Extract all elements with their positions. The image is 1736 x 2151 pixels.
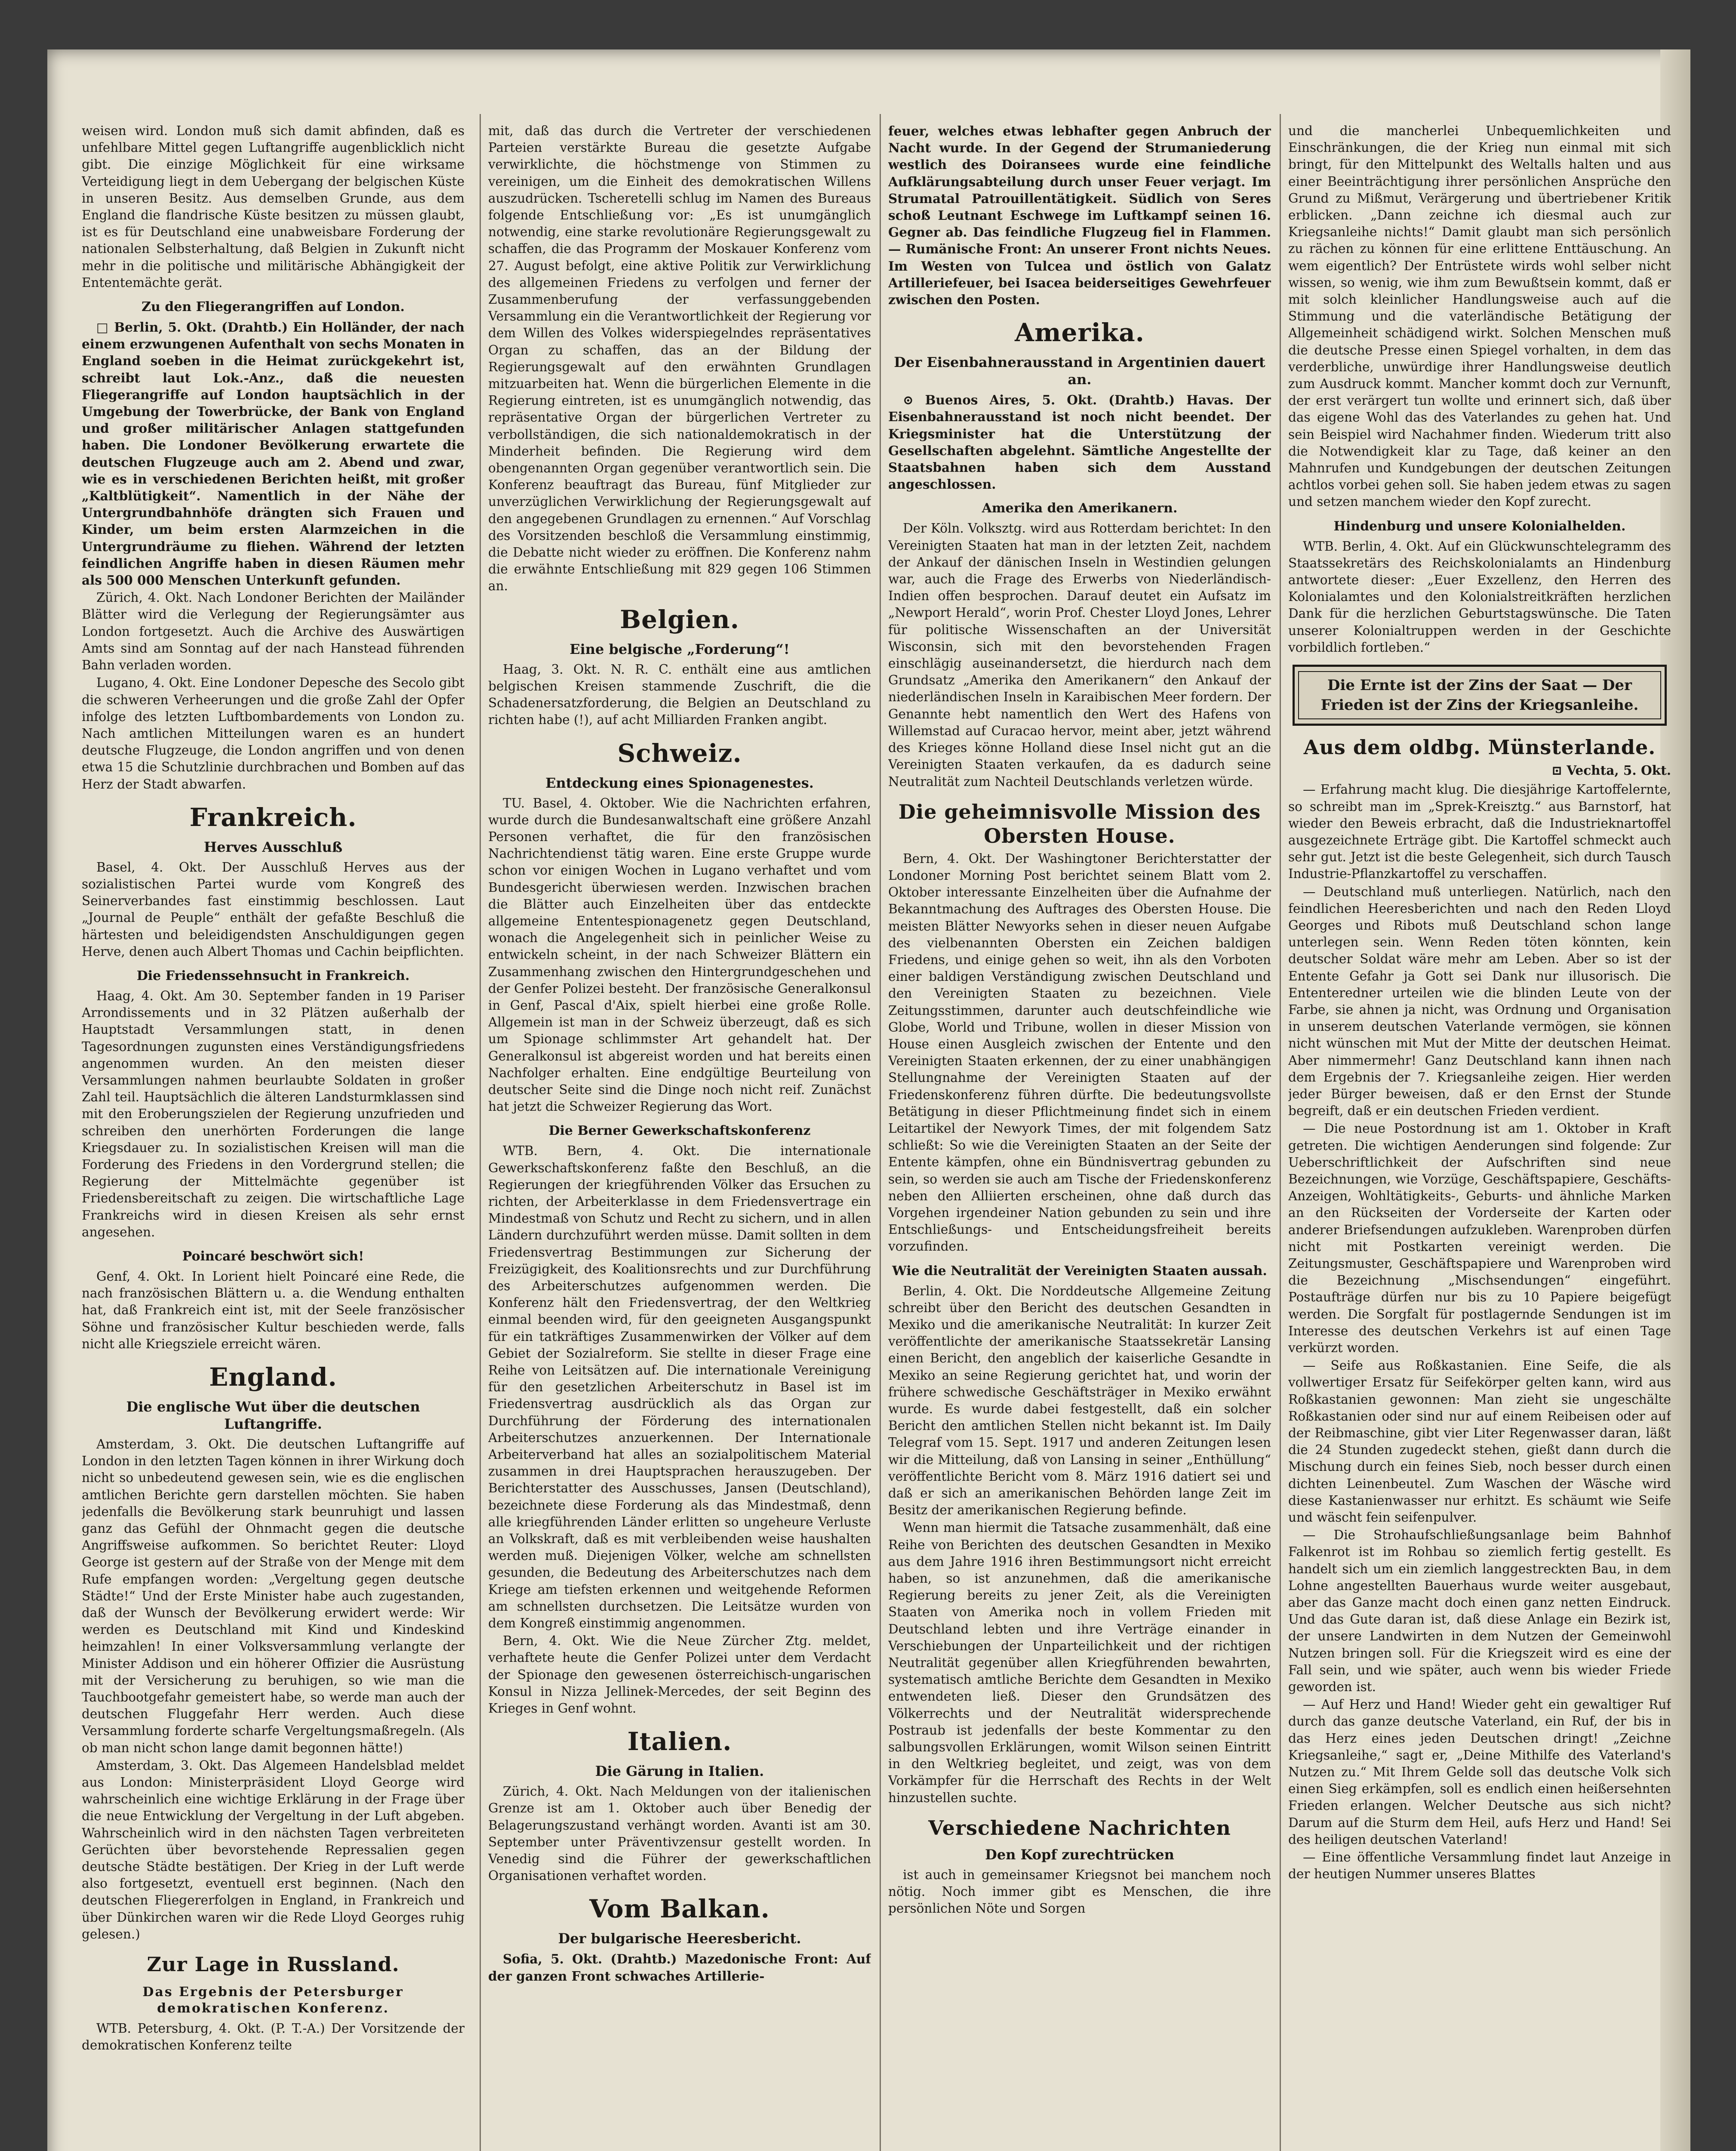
section-heading: Italien. <box>627 1727 732 1757</box>
paragraph: □ Berlin, 5. Okt. (Drahtb.) Ein Holländer, der nach einem erzwungenen Aufenthalt von sechs Monaten in England soeben in die Heimat zurückgekehrt ist, schreibt laut Lok.-Anz., daß die neuesten Fliegerangriffe auf London hauptsächlich in der Umgebung der Towerbrücke, der Bank von England und großer militärischer Anlagen stattgefunden haben. Die Londoner Bevölkerung erwartete die deutschen Flugzeuge auch am 2. Abend und zwar, wie es in verschiedenen Berichten heißt, mit großer „Kaltblütigkeit“. Namentlich in der Nähe der Untergrundbahnhöfe drängten sich Frauen und Kinder, um beim ersten Alarmzeichen in die Untergrundräume zu fliehen. Während der letzten feindlichen Angriffe haben in diesen Räumen mehr als 500 000 Menschen Unterkunft gefunden. <box>82 320 465 588</box>
subheading: Herves Ausschluß <box>203 838 343 855</box>
subheading: Entdeckung eines Spionagenestes. <box>545 774 814 791</box>
section-heading: Die geheimnisvolle Mission des Obersten House. <box>898 800 1261 847</box>
paragraph: Zürich, 4. Okt. Nach Meldungen von der italienischen Grenze ist am 1. Oktober auch über Benedig der Belagerungszustand verhängt worden. Avanti ist am 30. September unter Präventivzensur gestellt worden. In Venedig sind die Führer der gewerkschaftlichen Organisationen verhaftet worden. <box>488 1784 871 1883</box>
column-4 <box>1288 123 1671 2151</box>
section-heading: Belgien. <box>620 604 739 634</box>
subheading: Die englische Wut über die deutschen Luftangriffe. <box>126 1399 420 1432</box>
subheading: Hindenburg und unsere Kolonialhelden. <box>1333 518 1626 534</box>
paragraph: weisen wird. London muß sich damit abfinden, daß es unfehlbare Mittel gegen Luftangriffe augenblicklich nicht gibt. Die einzige Möglichkeit für eine wirksame Verteidigung liegt in dem Uebergang der belgischen Küste in unseren Besitz. Aus demselben Grunde, aus dem England die flandrische Küste besitzen zu müssen glaubt, ist es für Deutschland eine unabweisbare Forderung der nationalen Selbsterhaltung, daß Belgien in Zukunft nicht mehr in die politische und militärische Abhängigkeit der Ententemächte gerät. <box>82 123 465 290</box>
paragraph: Lugano, 4. Okt. Eine Londoner Depesche des Secolo gibt die schweren Verheerungen und die große Zahl der Opfer infolge des letzten Luftbombardements von London zu. Nach amtlichen Mitteilungen waren es an hundert deutsche Flugzeuge, die London angriffen und von denen etwa 15 die Schutzlinie durchbrachen und Bomben auf das Herz der Stadt abwarfen. <box>82 675 465 792</box>
subheading: Der Eisenbahnerausstand in Argentinien dauert an. <box>894 354 1265 388</box>
paragraph: Wenn man hiermit die Tatsache zusammenhält, daß eine Reihe von Berichten des deutschen Gesandten in Mexiko aus dem Jahre 1916 ihren Bestimmungsort nicht erreicht haben, so ist anzunehmen, daß die amerikanische Regierung bereits zu jener Zeit, als die Vereinigten Staaten von Amerika noch in vollem Frieden mit Deutschland lebten und ihre Verträge einander in Verschiebungen der Unparteilichkeit und der richtigen Neutralität gegenüber allen Kriegführenden bewahrten, systematisch amtliche Berichte dem Gesandten in Mexiko entwendeten ließ. Dieser den Grundsätzen des Völkerrechts und der Neutralität widersprechende Postraub ist jedenfalls der beste Kommentar zu den salbungsvollen Erklärungen, womit Wilson seinen Eintritt in den Weltkrieg begleitet, und zeigt, was von dem Vorkämpfer für die Herrschaft des Rechts in der Welt hinzustellen suchte. <box>888 1520 1271 1805</box>
paragraph: — Auf Herz und Hand! Wieder geht ein gewaltiger Ruf durch das ganze deutsche Vaterland, ein Ruf, der bis in das Herz eines jeden Deutschen dringt! „Zeichne Kriegsanleihe,“ sagt er, „Deine Mithilfe des Vaterland's Nutzen zu.“ Mit Ihrem Gelde soll das deutsche Volk sich einen Sieg erkämpfen, soll es endlich einen heißersehnten Frieden erlangen. Welcher Deutsche aus sich nicht? Darum auf die Sturm dem Heil, aufs Herz und Hand! Sei des heiligen deutschen Vaterland! <box>1288 1697 1671 1847</box>
column-rule <box>1280 114 1281 2151</box>
paragraph: Berlin, 4. Okt. Die Norddeutsche Allgemeine Zeitung schreibt über den Bericht des deutschen Gesandten in Mexiko und die amerikanische Neutralität: In kurzer Zeit veröffentlichte der amerikanische Staatssekretär Lansing einen Bericht, den angeblich der kaiserliche Gesandte in Mexiko an seine Regierung gerichtet hat, und worin der frühere schwedische Geschäftsträger in Mexiko erwähnt wurde. Es wurde dabei festgestellt, daß ein solcher Bericht den amtlichen Stellen nicht bekannt ist. Im Daily Telegraf vom 15. Sept. 1917 und anderen Zeitungen lesen wir die Mitteilung, daß von Lansing in seiner „Enthüllung“ veröffentlichte Bericht vom 8. März 1916 datiert sei und daß er sich an amerikanischen Behörden lange Zeit im Besitz der amerikanischen Regierung befinde. <box>888 1283 1271 1518</box>
section-heading: Frankreich. <box>189 802 357 832</box>
paragraph: WTB. Petersburg, 4. Okt. (P. T.-A.) Der Vorsitzende der demokratischen Konferenz teilte <box>82 2021 465 2053</box>
paragraph: WTB. Bern, 4. Okt. Die internationale Gewerkschaftskonferenz faßte den Beschluß, an die Regierungen der kriegführenden Völker das Ersuchen zu richten, der Arbeiterklasse in dem Friedensvertrage ein Mindestmaß von Schutz und Recht zu sichern, und in allen Ländern durchzuführt werden müsse. Damit sollten in dem Friedensvertrag Bestimmungen zur Sicherung der Freizügigkeit, des Koalitionsrechts und zur Durchführung des Arbeiterschutzes aufgenommen werden. Die Konferenz hält den Friedensvertrag, der den Weltkrieg einmal beenden wird, für den geeigneten Ausgangspunkt für ein tatkräftiges Zusammenwirken der Völker auf dem Gebiet der Sozialreform. Sie stellte in dieser Frage eine Reihe von Leitsätzen auf. Die internationale Vereinigung für den gesetzlichen Arbeiterschutz in Basel ist im Friedensvertrag ausdrücklich als das Organ zur Durchführung der Förderung des internationalen Arbeiterschutzes anzuerkennen. Der Internationale Arbeiterverband hat alles an sozialpolitischem Material zusammen in drei Hauptsprachen herauszugeben. Der Berichterstatter des Ausschusses, Jansen (Deutschland), bezeichnete diese Forderung als das Mindestmaß, denn alle kriegführenden Länder erlitten so ungeheure Verluste an Volkskraft, daß es mit verbleibenden weise haushalten werden muß. Diejenigen Völker, welche am schnellsten gesunden, die Bedeutung des Arbeiterschutzes nach dem Kriege am tiefsten erkennen und weitgehende Reformen am schnellsten durchsetzen. Die Leitsätze wurden von dem Kongreß einstimmig angenommen. <box>488 1143 871 1631</box>
paragraph: ist auch in gemeinsamer Kriegsnot bei manchem noch nötig. Noch immer gibt es Menschen, die ihre persönlichen Nöte und Sorgen <box>888 1867 1271 1916</box>
subheading: Das Ergebnis der Petersburger demokratischen Konferenz. <box>142 1985 404 2016</box>
section-heading: Vom Balkan. <box>589 1894 770 1924</box>
dateline: ⊡ Vechta, 5. Okt. <box>1551 763 1671 778</box>
paragraph: ⊙ Buenos Aires, 5. Okt. (Drahtb.) Havas. Der Eisenbahnerausstand ist noch nicht beendet. Der Kriegsminister hat die Unterstützung der Gesellschaften abgelehnt. Sämtliche Angestellte der Staatsbahnen haben sich dem Ausstand angeschlossen. <box>888 392 1271 492</box>
section-heading: England. <box>209 1362 337 1392</box>
paragraph: — Seife aus Roßkastanien. Eine Seife, die als vollwertiger Ersatz für Seifekörper gelten kann, wird aus Roßkastanien gewonnen: Man zieht sie ungeschälte Roßkastanien oder sind nur auf einem Reibeisen oder auf der Reibmaschine, gibt vier Liter Regenwasser daran, läßt die 24 Stunden zugedeckt stehen, gießt dann durch die Mischung durch ein feines Sieb, noch besser durch einen dichten Leinenbeutel. Zum Waschen der Wäsche wird diese Kastanienwasser nur erhitzt. Es schäumt wie Seife und wäscht fein seifenpulver. <box>1288 1358 1671 1525</box>
newspaper-page <box>47 49 1690 2151</box>
subheading: Die Berner Gewerkschaftskonferenz <box>548 1123 811 1139</box>
paragraph: und die mancherlei Unbequemlichkeiten und Einschränkungen, die der Krieg nun einmal mit sich bringt, für den Mittelpunkt des Weltalls halten und aus einer Beeinträchtigung ihrer persönlichen Ansprüche den Grund zu Mißmut, Verärgerung und übertriebener Kritik erblicken. „Dann zeichne ich diesmal auch zur Kriegsanleihe nichts!“ Damit glaubt man sich persönlich zu rächen zu können für eine erlittene Enttäuschung. An wem eigentlich? Der Entrüstete wirds wohl selber nicht wissen, so wenig, wie ihm zum Bewußtsein kommt, daß er mit solch kleinlicher Handlungsweise auch auf die Stimmung und die vaterländische Betätigung der Allgemeinheit schädigend wirkt. Solchen Menschen muß die deutsche Presse einen Spiegel vorhalten, in dem das verderbliche, unwürdige ihrer Handlungsweise deutlich zum Ausdruck kommt. Mancher kommt doch zur Vernunft, der erst verärgert tun wollte und erinnert sich, daß über das eigene Wohl das des Vaterlandes zu gehen hat. Und sein Beispiel wird Nachahmer finden. Wiederum tritt also die Notwendigkeit klar zu Tage, daß keiner an den Mahnrufen und Kundgebungen der deutschen Zeitungen achtlos vorbei gehen soll. Sie haben jedem etwas zu sagen und setzen manchem wieder den Kopf zurecht. <box>1288 123 1671 509</box>
paragraph: — Deutschland muß unterliegen. Natürlich, nach den feindlichen Heeresberichten und nach den Reden Lloyd Georges und Ribots muß Deutschland schon lange unterlegen sein. Wenn Reden töten könnten, kein deutscher Soldat wäre mehr am Leben. Aber so ist der Entente Gefahr ja Gott sei Dank nur illusorisch. Die Ententeredner urteilen wie die blinden Leute von der Farbe, sie ahnen ja nicht, was Ordnung und Organisation in unserem deutschen Vaterlande vermögen, sie können nicht wünschen mit Mut der Mitte der deutschen Heimat. Aber nimmermehr! Ganz Deutschland kann ihnen nach dem Ergebnis der 7. Kriegsanleihe zeigen. Hier werden jeder Bürger beweisen, daß er den Ernst der Stunde begreift, daß er ein deutschen Frieden verdient. <box>1288 884 1671 1119</box>
column-3 <box>888 123 1271 2151</box>
paragraph: — Die Strohaufschließungsanlage beim Bahnhof Falkenrot ist im Rohbau so ziemlich fertig gestellt. Es handelt sich um ein ziemlich langgestreckten Bau, in dem Lohne angestellten Bauerhaus wurde weiter ausgebaut, aber das Ganze macht doch einen ganz netten Eindruck. Und das Gute daran ist, daß diese Anlage ein Bezirk ist, der unsere Landwirten in dem Nutzen der Gemeinwohl Nutzen bringen soll. Für die Kriegszeit wird es eine der Fall sein, und wie später, auch wenn bis wieder Friede geworden ist. <box>1288 1528 1671 1695</box>
paragraph: Zürich, 4. Okt. Nach Londoner Berichten der Mailänder Blätter wird die Verlegung der Regierungsämter aus London fortgesetzt. Auch die Archive des Auswärtigen Amts sind am Sonntag auf der nach Hanstead führenden Bahn verladen worden. <box>82 590 465 673</box>
subheading: Den Kopf zurechtrücken <box>985 1846 1174 1863</box>
paragraph: WTB. Berlin, 4. Okt. Auf ein Glückwunschtelegramm des Staatssekretärs des Reichskolonialamts an Hindenburg antwortete dieser: „Euer Exzellenz, den Herren des Kolonialamtes und den Kolonialstreitkräften herzlichen Dank für die herzlichen Geburtstagswünsche. Die Taten unserer Kolonialtruppen werden in der Geschichte vorbildlich fortleben.“ <box>1288 539 1671 655</box>
paragraph: Amsterdam, 3. Okt. Das Algemeen Handelsblad meldet aus London: Ministerpräsident Lloyd George wird wahrscheinlich eine wichtige Erklärung in der Frage über die neue Entwicklung der Vergeltung in der Luft abgeben. Wahrscheinlich wird in den nächsten Tagen verbreiteten Gerüchten über bevorstehende Repressalien gegen deutsche Städte bestätigen. Der Krieg in der Luft werde also fortgesetzt, eventuell erst beginnen. (Nach den deutschen Fliegererfolgen in England, in Frankreich und über Dünkirchen waren wir die Rede Lloyd Georges ruhig gelesen.) <box>82 1758 465 1941</box>
paragraph: Genf, 4. Okt. In Lorient hielt Poincaré eine Rede, die nach französischen Blättern u. a. die Wendung enthalten hat, daß Frankreich eint ist, mit der Seele französischer Söhne und französischer Kultur beschieden werde, falls nicht alle Kriegsziele erreicht wären. <box>82 1269 465 1351</box>
paragraph: Bern, 4. Okt. Der Washingtoner Berichterstatter der Londoner Morning Post berichtet seinem Blatt vom 2. Oktober interessante Einzelheiten über die Aufnahme der Bekanntmachung des Auftrages des Obersten House. Die meisten Blätter Newyorks sehen in dieser neuen Aufgabe des vielbenannten Obersten ein Zeichen baldigen Friedens, und einige gehen so weit, ihn als den Vorboten einer baldigen Verständigung zwischen Deutschland und den Vereinigten Staaten zu bezeichnen. Viele Zeitungsstimmen, darunter auch deutschfeindliche wie Globe, World und Tribune, wollen in dieser Mission von House einen Ausgleich zwischen der Entente und den Vereinigten Staaten erkennen, der zu einer unabhängigen Stellungnahme der Vereinigten Staaten auf der Friedenskonferenz führen dürfte. Die bedeutungsvollste Betätigung in dieser Pflichtmeinung findet sich in einem Leitartikel der Newyork Times, der mit folgendem Satz schließt: So wie die Vereinigten Staaten an der Seite der Entente kämpfen, ohne ein Bündnisvertrag gebunden zu sein, so werden sie auch am Tische der Friedenskonferenz neben den Alliierten erscheinen, ohne daß durch das Vorgehen irgendeiner Nation gebunden zu sein und ihre Entschließungs- und Entscheidungsfreiheit bereits vorzufinden. <box>888 851 1271 1254</box>
section-heading: Aus dem oldbg. Münsterlande. <box>1303 736 1656 759</box>
section-heading: Zur Lage in Russland. <box>147 1953 400 1976</box>
subheading: Wie die Neutralität der Vereinigten Staaten aussah. <box>892 1263 1267 1279</box>
war-bond-box <box>1293 665 1667 726</box>
section-heading: Verschiedene Nachrichten <box>928 1816 1231 1840</box>
paragraph: Bern, 4. Okt. Wie die Neue Zürcher Ztg. meldet, verhaftete heute die Genfer Polizei unter dem Verdacht der Spionage den gewesenen österreichisch-ungarischen Konsul in Nizza Jellinek-Mercedes, der seit Beginn des Krieges in Genf wohnt. <box>488 1633 871 1716</box>
subheading: Die Friedenssehnsucht in Frankreich. <box>136 968 410 983</box>
paragraph: Haag, 3. Okt. N. R. C. enthält eine aus amtlichen belgischen Kreisen stammende Zuschrift, die die Schadenersatzforderung, die Belgien an Deutschland zu richten habe (!), auf acht Milliarden Franken angibt. <box>488 662 871 727</box>
war-bond-text: Die Ernte ist der Zins der Saat — Der Frieden ist der Zins der Kriegsanleihe. <box>1298 671 1661 719</box>
subheading: Amerika den Amerikanern. <box>982 501 1178 516</box>
paragraph: Basel, 4. Okt. Der Ausschluß Herves aus der sozialistischen Partei wurde vom Kongreß des Seinerverbandes fast einstimmig beschlossen. Laut „Journal de Peuple“ enthält der gefaßte Beschluß die härtesten und beleidigendsten Anschuldigungen gegen Herve, denen auch Albert Thomas und Cachin beipflichten. <box>82 860 465 959</box>
subheading: Eine belgische „Forderung“! <box>569 641 790 657</box>
paragraph: — Eine öffentliche Versammlung findet laut Anzeige in der heutigen Nummer unseres Blattes <box>1288 1850 1671 1882</box>
section-heading: Schweiz. <box>617 738 742 768</box>
paragraph: Der Köln. Volksztg. wird aus Rotterdam berichtet: In den Vereinigten Staaten hat man in der letzten Zeit, nachdem der Ankauf der dänischen Inseln in Westindien gelungen war, auch die Frage des Erwerbs von Niederländisch-Indien offen besprochen. Darauf deutet ein Aufsatz im „Newport Herald“, worin Prof. Chester Lloyd Jones, Lehrer für politische Wissenschaften an der Universität Wisconsin, sich mit den bevorstehenden Fragen einschlägig auseinandersetzt, die hierdurch nach dem Grundsatz „Amerika den Amerikanern“ den Ankauf der niederländischen Inseln in Karaibischen Meer fordern. Der Genannte hebt namentlich den Wert des Hafens von Willemstad auf Curacao hervor, meint aber, jetzt während des Krieges könne Holland diese Insel nicht gut an die Vereinigten Staaten verkaufen, da es dadurch seine Neutralität zum Nachteil Deutschlands verletzen würde. <box>888 521 1271 789</box>
paragraph: Haag, 4. Okt. Am 30. September fanden in 19 Pariser Arrondissements und in 32 Plätzen außerhalb der Hauptstadt Versammlungen statt, in denen Tagesordnungen zugunsten eines Verständigungsfriedens angenommen wurden. An den meisten dieser Versammlungen nahmen beurlaubte Soldaten in großer Zahl teil. Hauptsächlich die älteren Landsturmklassen sind mit den Eroberungszielen der Regierung unzufrieden und schreiben den unerhörten Forderungen die lange Kriegsdauer zu. In sozialistischen Kreisen will man die Forderung des Friedens in den Vordergrund stellen; die Regierung der Mittelmächte gegenüber ist Friedensbereitschaft zu zeigen. Die wirtschaftliche Lage Frankreichs wird in diesen Kreisen als sehr ernst angesehen. <box>82 988 465 1239</box>
section-heading: Amerika. <box>1015 318 1145 348</box>
paragraph: Sofia, 5. Okt. (Drahtb.) Mazedonische Front: Auf der ganzen Front schwaches Artillerie- <box>488 1951 871 1984</box>
subheading: Poincaré beschwört sich! <box>182 1248 364 1264</box>
paragraph: TU. Basel, 4. Oktober. Wie die Nachrichten erfahren, wurde durch die Bundesanwaltschaft eine größere Anzahl Personen verhaftet, die für den französischen Nachrichtendienst tätig waren. Eine erste Gruppe wurde schon vor einigen Wochen in Lugano verhaftet und vom Bundesgericht überwiesen werden. Inzwischen brachen die Blätter auch Einzelheiten über das entdeckte allgemeine Ententespionagenetz gegen Deutschland, wonach die Angelegenheit sich in peinlicher Weise zu entwickeln scheint, in der nach Schweizer Blättern ein Zusammenhang zwischen den Hintergrundgeschehen und der Genfer Polizei besteht. Der französische Generalkonsul in Genf, Pascal d'Aix, spielt hierbei eine große Rolle. Allgemein ist man in der Schweiz überzeugt, daß es sich um Spionage schlimmster Art gehandelt hat. Der Generalkonsul ist abgereist worden und hat bereits einen Nachfolger erhalten. Eine endgültige Beurteilung von deutscher Seite sind die Dinge noch nicht reif. Zunächst hat jetzt die Schweizer Regierung das Wort. <box>488 795 871 1114</box>
paragraph: feuer, welches etwas lebhafter gegen Anbruch der Nacht wurde. In der Gegend der Strumaniederung westlich des Doiransees wurde eine feindliche Aufklärungsabteilung durch unser Feuer verjagt. Im Strumatal Patrouillentätigkeit. Südlich von Seres schoß Leutnant Eschwege im Luftkampf seinen 16. Gegner ab. Das feindliche Flugzeug fiel in Flammen. — Rumänische Front: An unserer Front nichts Neues. Im Westen von Tulcea und östlich von Galatz Artilleriefeuer, bei Isacea beiderseitiges Gewehrfeuer zwischen den Posten. <box>888 123 1271 308</box>
column-rule <box>480 114 481 2151</box>
column-rule <box>880 114 881 2151</box>
subheading: Der bulgarische Heeresbericht. <box>558 1930 801 1947</box>
subheading: Zu den Fliegerangriffen auf London. <box>142 299 405 315</box>
paragraph: mit, daß das durch die Vertreter der verschiedenen Parteien verstärkte Bureau die gesetzte Aufgabe verwirklichte, die höchstmenge von Stimmen zu vereinigen, um die Einheit des demokratischen Willens auszudrücken. Tscheretelli schlug im Namen des Bureaus folgende Entschließung vor: „Es ist unumgänglich notwendig, eine starke revolutionäre Regierungsgewalt zu schaffen, die das Programm der Moskauer Konferenz vom 27. August befolgt, eine aktive Politik zur Verwirklichung des allgemeinen Friedens zu verfolgen und ferner der Zusammenberufung der verfassunggebenden Versammlung ein die Verantwortlichkeit der Regierung vor dem Willen des Volkes widerspiegelndes repräsentatives Organ zu schaffen, das an der Bildung der Regierungsgewalt auf den erwähnten Grundlagen mitzuarbeiten hat. Wenn die bürgerlichen Elemente in die Regierung eintreten, ist es unumgänglich notwendig, das repräsentative Organ der bürgerlichen Vertreter zu verbollständigen, die sich nationaldemokratisch in der Minderheit befinden. Die Regierung wird dem obengenannten Organ gegenüber verantwortlich sein. Die Konferenz beauftragt das Bureau, fünf Mitglieder zur unverzüglichen Verwirklichung der Regierungsgewalt auf den angegebenen Grundlagen zu ernennen.“ Auf Vorschlag des Vorsitzenden beschloß die Versammlung einstimmig, die Debatte nicht wieder zu eröffnen. Die Konferenz nahm die erwähnte Entschließung mit 829 gegen 106 Stimmen an. <box>488 123 871 594</box>
paragraph: — Die neue Postordnung ist am 1. Oktober in Kraft getreten. Die wichtigen Aenderungen sind folgende: Zur Ueberschriftlichkeit der Aufschriften sind neue Bezeichnungen, wie Vorzüge, Geschäftspapiere, Geschäfts-Anzeigen, Wohltätigkeits-, Geburts- und ähnliche Marken an den Rückseiten der Vorderseite der Karten oder anderer Briefsendungen aufzukleben. Warenproben dürfen nicht mit Postkarten vereinigt werden. Die Zeitungsmuster, Geschäftspapiere und Warenproben wird die Bezeichnung „Mischsendungen“ eingeführt. Postaufträge dürfen nur bis zu 10 Papiere beigefügt werden. Die Sorgfalt für postlagernde Sendungen ist im Interesse des deutschen Verkehrs ist auf einen Tage verkürzt worden. <box>1288 1121 1671 1355</box>
subheading: Die Gärung in Italien. <box>595 1763 764 1780</box>
paragraph: Amsterdam, 3. Okt. Die deutschen Luftangriffe auf London in den letzten Tagen können in ihrer Wirkung doch nicht so unbedeutend gewesen sein, wie es die englischen amtlichen Berichte gern darstellen möchten. Sie haben jedenfalls die Bevölkerung stark beunruhigt und lassen ganz das Gefühl der Ohnmacht gegen die deutsche Angriffsweise aufkommen. So berichtet Reuter: Lloyd George ist gestern auf der Straße von der Menge mit dem Rufe empfangen worden: „Vergeltung gegen deutsche Städte!“ Und der Erste Minister habe auch zugestanden, daß der Wunsch der Bevölkerung erwidert werde: Wir werden es Deutschland mit Kind und Kindeskind heimzahlen! In einer Volksversammlung verlangte der Minister Addison und ein höherer Offizier die Ausrüstung mit der Versicherung zu beruhigen, so wie man die Tauchbootgefahr gemeistert habe, so werde man auch der deutschen Fluggefahr Herr werden. Auch diese Versammlung forderte scharfe Vergeltungsmaßregeln. (Als ob man nicht schon lange damit begonnen hätte!) <box>82 1437 465 1755</box>
column-2 <box>488 123 871 2151</box>
paragraph: — Erfahrung macht klug. Die diesjährige Kartoffelernte, so schreibt man im „Sprek-Kreisztg.“ aus Barnstorf, hat wieder den Beweis erbracht, daß die Industrieknartoffel ausgezeichnete Erträge gibt. Die Kartoffel schmeckt auch sehr gut. Jetzt ist die beste Gelegenheit, sich durch Tausch Industrie-Pflanzkartoffel zu verschaffen. <box>1288 782 1671 881</box>
column-1 <box>82 123 465 2151</box>
